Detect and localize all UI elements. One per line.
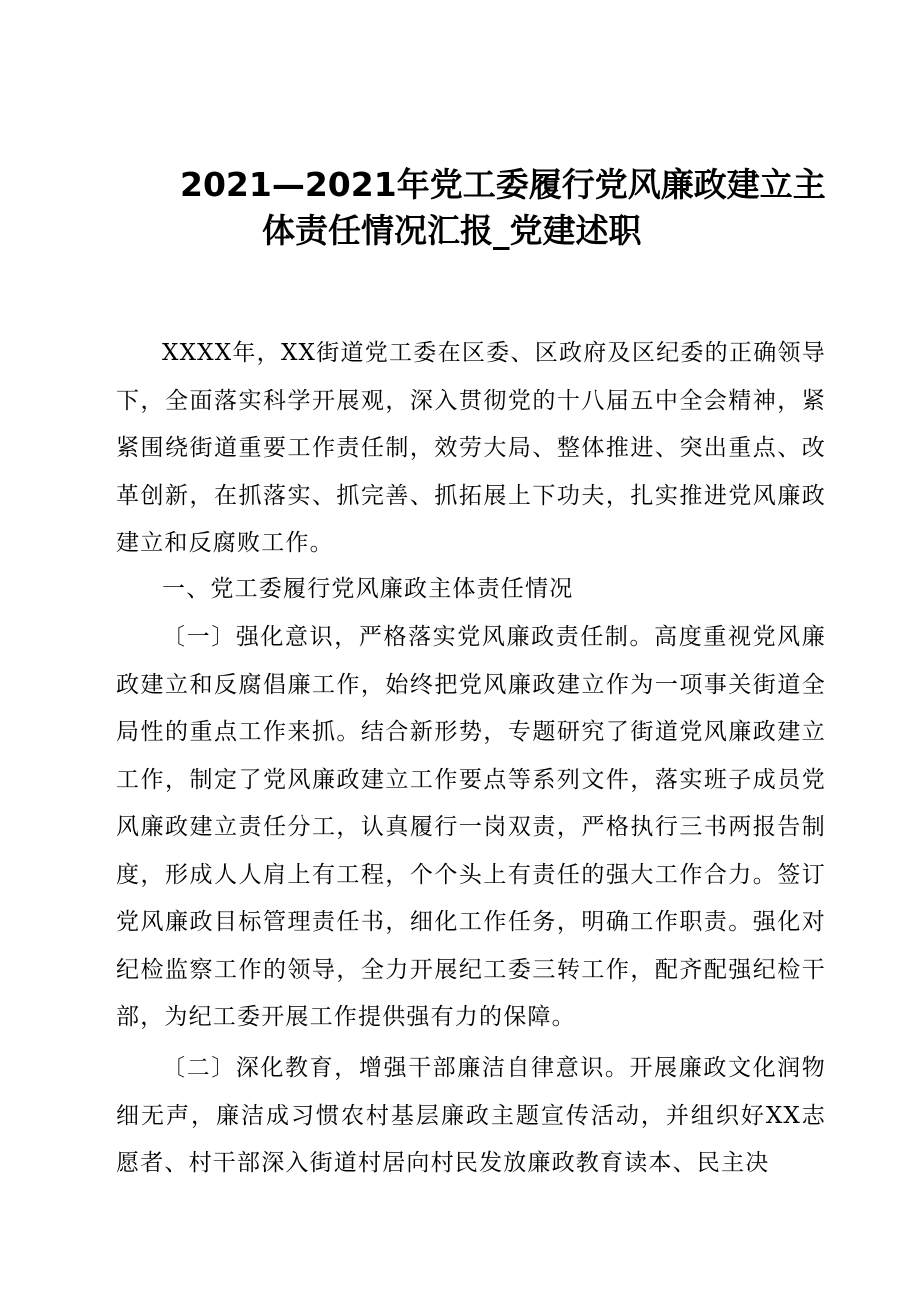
paragraph-text: XXXX年，XX街道党工委在区委、区政府及区纪委的正确领导下，全面落实科学开展观，深入贯彻党的十八届五中全会精神，紧紧围绕街道重要工作责任制，效劳大局、整体推进、突出重点、改革创新，在抓落实、抓完善、抓拓展上下功夫，扎实推进党风廉政建立和反腐败工作。 xyxy=(116,340,826,556)
paragraph-section-2 xyxy=(116,1045,826,1188)
document-title-line-2: 体责任情况汇报_党建述职 xyxy=(262,211,642,250)
paragraph-intro xyxy=(116,330,826,568)
section-heading xyxy=(116,566,826,614)
paragraph-text: 〔一〕强化意识，严格落实党风廉政责任制。高度重视党风廉政建立和反腐倡廉工作，始终把党风廉政建立作为一项事关街道全局性的重点工作来抓。结合新形势，专题研究了街道党风廉政建立工作，制定了党风廉政建立工作要点等系列文件，落实班子成员党风廉政建立责任分工，认真履行一岗双责，严格执行三书两报告制度，形成人人肩上有工程，个个头上有责任的强大工作合力。签订党风廉政目标管理责任书，细化工作任务，明确工作职责。强化对纪检监察工作的领导，全力开展纪工委三转工作，配齐配强纪检干部，为纪工委开展工作提供强有力的保障。 xyxy=(116,624,826,1030)
paragraph-text: 〔二〕深化教育，增强干部廉洁自律意识。开展廉政文化润物细无声，廉洁成习惯农村基层廉政主题宣传活动，并组织好XX志愿者、村干部深入街道村居向村民发放廉政教育读本、民主决 xyxy=(116,1055,826,1176)
document-title-line-1: 2021—2021年党工委履行党风廉政建立主 xyxy=(180,165,826,204)
paragraph-section-1 xyxy=(116,614,826,1042)
section-heading-text: 一、党工委履行党风廉政主体责任情况 xyxy=(162,576,574,602)
